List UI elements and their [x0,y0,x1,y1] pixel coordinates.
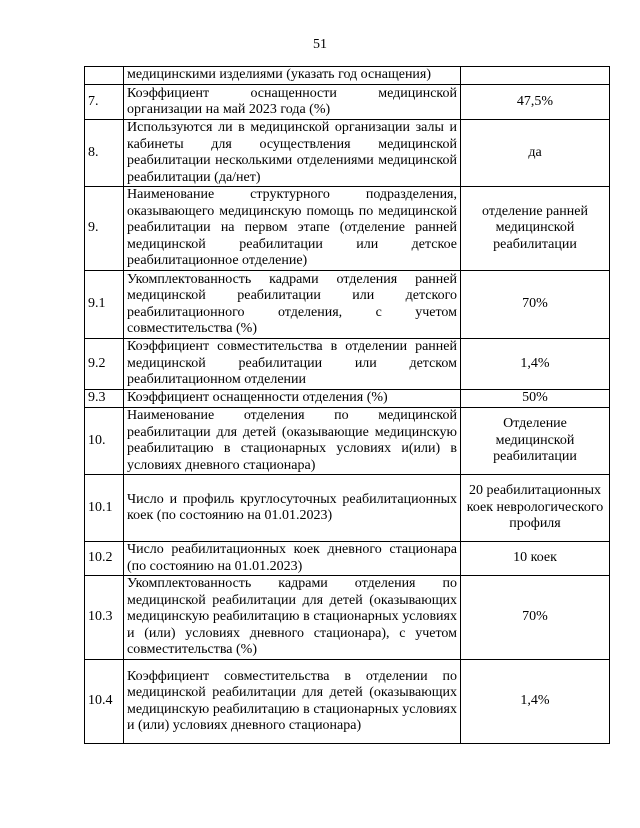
table-row [85,187,610,271]
row-number: 10.3 [85,576,124,660]
table-row [85,390,610,408]
row-number: 10. [85,408,124,475]
table-row [85,67,610,85]
row-description: Число и профиль круглосуточных реабилитационных коек (по состоянию на 01.01.2023) [124,475,461,542]
row-description: Наименование отделения по медицинской реабилитации для детей (оказывающие медицинскую реабилитацию в стационарных условиях и(или) в условиях дневного стационара) [124,408,461,475]
table-row [85,475,610,542]
row-value: 50% [461,390,610,408]
row-value: 20 реабилитационных коек неврологического профиля [461,475,610,542]
row-value: 70% [461,271,610,339]
row-number: 10.2 [85,542,124,576]
row-number: 10.1 [85,475,124,542]
row-number: 9.1 [85,271,124,339]
row-number: 9. [85,187,124,271]
row-number [85,67,124,85]
row-description: Число реабилитационных коек дневного стационара (по состоянию на 01.01.2023) [124,542,461,576]
row-number: 10.4 [85,660,124,744]
row-description: Наименование структурного подразделения, оказывающего медицинскую помощь по медицинской реабилитации на первом этапе (отделение ранней медицинской реабилитации или детское реабилитационное отделение) [124,187,461,271]
row-description: медицинскими изделиями (указать год оснащения) [124,67,461,85]
table-row [85,542,610,576]
row-description: Коэффициент совместительства в отделении ранней медицинской реабилитации или детском реабилитационном отделении [124,339,461,390]
row-value: 70% [461,576,610,660]
row-value: Отделение медицинской реабилитации [461,408,610,475]
row-description: Коэффициент совместительства в отделении по медицинской реабилитации для детей (оказывающих медицинскую реабилитацию в стационарных условиях и (или) условиях дневного стационара) [124,660,461,744]
row-value: отделение ранней медицинской реабилитации [461,187,610,271]
table-row [85,85,610,120]
row-number: 7. [85,85,124,120]
row-value [461,67,610,85]
row-description: Коэффициент оснащенности отделения (%) [124,390,461,408]
table-row [85,408,610,475]
row-number: 8. [85,120,124,187]
row-description: Используются ли в медицинской организации залы и кабинеты для осуществления медицинской реабилитации несколькими отделениями медицинской реабилитации (да/нет) [124,120,461,187]
row-description: Коэффициент оснащенности медицинской организации на май 2023 года (%) [124,85,461,120]
rehabilitation-data-table [84,66,610,744]
row-value: 10 коек [461,542,610,576]
row-value: 1,4% [461,339,610,390]
row-value: да [461,120,610,187]
row-value: 47,5% [461,85,610,120]
row-description: Укомплектованность кадрами отделения по медицинской реабилитации для детей (оказывающих медицинскую реабилитацию в стационарных условиях и (или) условиях дневного стационара), с учетом совместительства (%) [124,576,461,660]
table-row [85,271,610,339]
table-row [85,660,610,744]
table-row [85,576,610,660]
row-number: 9.2 [85,339,124,390]
row-value: 1,4% [461,660,610,744]
row-number: 9.3 [85,390,124,408]
page-number: 51 [313,37,327,52]
table-row [85,120,610,187]
row-description: Укомплектованность кадрами отделения ранней медицинской реабилитации или детского реабилитационного отделения, с учетом совместительства (%) [124,271,461,339]
table-row [85,339,610,390]
